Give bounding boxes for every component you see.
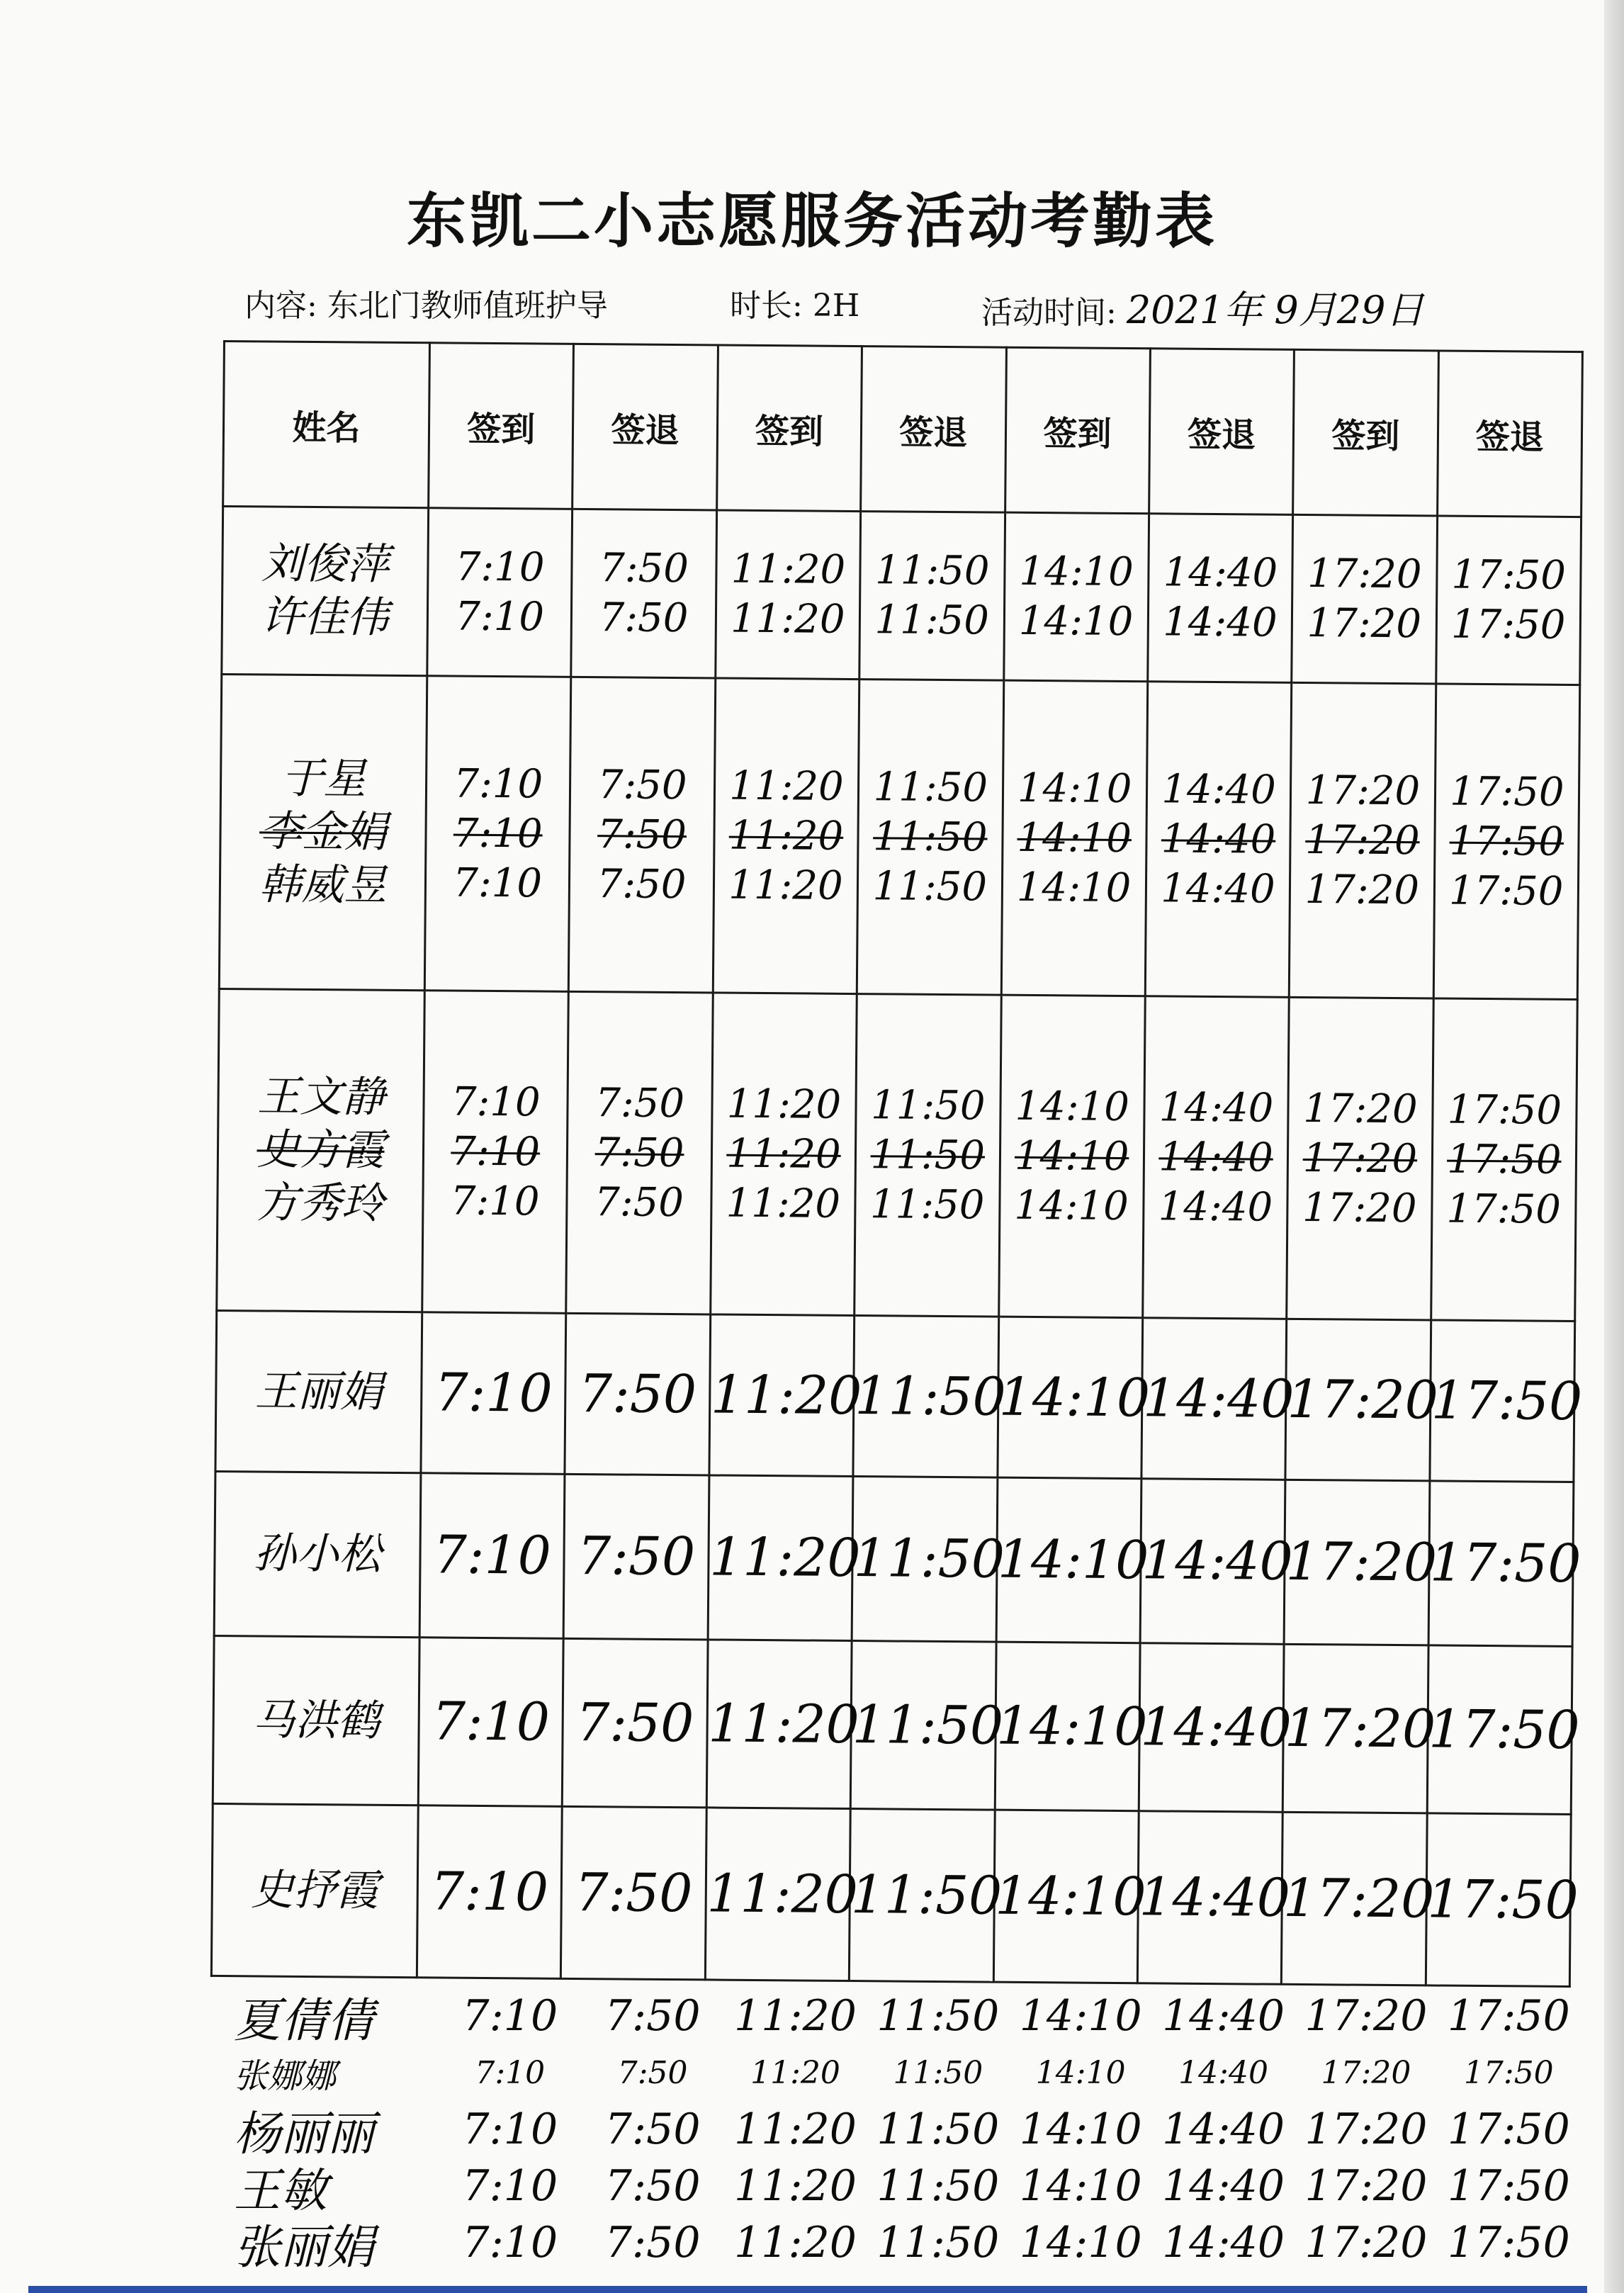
time-entry: 14:10 bbox=[1035, 2054, 1126, 2091]
table-row bbox=[219, 675, 1579, 1000]
sign-out-cell bbox=[1436, 516, 1581, 685]
volunteer-name: 方秀玲 bbox=[256, 1178, 385, 1229]
time-entry: 17:50 bbox=[1449, 768, 1564, 816]
time-entry: 7:10 bbox=[462, 2218, 558, 2267]
time-entry: 11:50 bbox=[869, 1181, 985, 1228]
sign-out-cell bbox=[1433, 684, 1580, 999]
sign-out-cell bbox=[849, 1809, 1003, 1982]
time-entry: 14:10 bbox=[1016, 864, 1132, 911]
table-row bbox=[222, 507, 1581, 685]
time-entry: 7:10 bbox=[450, 1178, 540, 1225]
time-entry: 11:20 bbox=[729, 762, 844, 810]
volunteer-name: 张丽娟 bbox=[234, 2219, 374, 2275]
time-entry: 14:40 bbox=[1158, 1133, 1273, 1181]
header-sign-in: 签到 bbox=[716, 345, 862, 512]
time-entry: 17:20 bbox=[1304, 816, 1420, 864]
time-entry: 7:10 bbox=[454, 593, 545, 641]
page-edge-shadow bbox=[1604, 0, 1624, 2293]
time-entry: 14:10 bbox=[1015, 1083, 1130, 1130]
time-entry: 17:50 bbox=[1447, 2218, 1570, 2267]
time-entry: 17:20 bbox=[1305, 767, 1421, 814]
name-cell bbox=[215, 1310, 422, 1472]
sign-out-cell bbox=[1426, 1813, 1579, 1986]
time-entry: 11:20 bbox=[728, 812, 844, 860]
time-entry: 7:10 bbox=[462, 2161, 558, 2211]
sign-in-cell bbox=[1282, 1644, 1436, 1813]
time-entry: 17:20 bbox=[1304, 2105, 1428, 2154]
time-entry: 7:10 bbox=[455, 543, 545, 591]
time-entry: 11:20 bbox=[706, 1863, 859, 1926]
name-cell bbox=[214, 1471, 421, 1637]
time-entry: 11:20 bbox=[710, 1364, 862, 1426]
time-entry: 7:50 bbox=[604, 2105, 701, 2154]
extra-row bbox=[234, 2214, 1580, 2275]
sign-in-cell bbox=[1292, 514, 1437, 684]
time-entry: 14:40 bbox=[1158, 1183, 1273, 1231]
volunteer-name: 韩威昱 bbox=[259, 860, 387, 911]
time-entry: 17:20 bbox=[1321, 2054, 1411, 2091]
time-entry: 7:10 bbox=[453, 760, 543, 808]
sign-out-cell bbox=[1137, 1811, 1291, 1984]
sign-out-cell bbox=[565, 1313, 710, 1475]
time-entry: 14:40 bbox=[1158, 1083, 1274, 1132]
table-row bbox=[213, 1636, 1572, 1815]
time-entry: 7:10 bbox=[453, 810, 543, 857]
content-value: 东北门教师值班护导 bbox=[327, 288, 608, 324]
time-entry: 11:20 bbox=[750, 2054, 840, 2091]
volunteer-name: 杨丽丽 bbox=[234, 2106, 374, 2161]
time-entry: 17:20 bbox=[1284, 1697, 1436, 1760]
volunteer-name: 马洪鹤 bbox=[252, 1695, 380, 1746]
extra-row bbox=[234, 2101, 1580, 2161]
name-cell bbox=[219, 675, 427, 991]
time-entry: 14:10 bbox=[1019, 2105, 1142, 2154]
time-entry: 17:50 bbox=[1446, 1185, 1562, 1233]
time-entry: 14:40 bbox=[1162, 1991, 1285, 2041]
sign-in-cell bbox=[993, 1810, 1146, 1983]
time-entry: 7:50 bbox=[594, 1129, 684, 1176]
time-entry: 17:50 bbox=[1427, 1869, 1579, 1932]
name-cell bbox=[217, 988, 425, 1312]
duration-value: 2H bbox=[812, 288, 860, 324]
volunteer-name: 王文静 bbox=[256, 1071, 385, 1122]
time-entry: 11:50 bbox=[876, 2218, 1000, 2267]
time-entry: 7:50 bbox=[599, 545, 689, 592]
time-entry: 7:50 bbox=[604, 2161, 701, 2211]
time-entry: 7:10 bbox=[451, 1078, 541, 1126]
time-entry: 17:50 bbox=[1448, 867, 1564, 915]
table-row bbox=[217, 988, 1578, 1321]
time-entry: 14:40 bbox=[1161, 865, 1275, 913]
time-entry: 14:10 bbox=[1019, 1991, 1142, 2041]
time-entry: 17:50 bbox=[1447, 1991, 1570, 2041]
table-body bbox=[211, 507, 1581, 1987]
volunteer-name: 王丽娟 bbox=[254, 1365, 383, 1417]
content-label: 内容: bbox=[244, 288, 317, 324]
time-entry: 17:20 bbox=[1304, 2218, 1428, 2267]
time-entry: 11:20 bbox=[734, 2218, 857, 2267]
sign-out-cell bbox=[1430, 1320, 1583, 1482]
extra-row bbox=[234, 2158, 1580, 2218]
sign-in-cell bbox=[710, 993, 857, 1316]
sign-in-cell bbox=[418, 1638, 563, 1807]
sign-out-cell bbox=[566, 991, 713, 1314]
time-entry: 14:10 bbox=[1019, 2218, 1142, 2267]
time-entry: 17:20 bbox=[1285, 1531, 1438, 1594]
volunteer-name: 许佳伟 bbox=[261, 592, 389, 643]
time-entry: 11:50 bbox=[855, 1365, 1007, 1428]
header-row bbox=[223, 342, 1583, 517]
time-entry: 17:50 bbox=[1447, 2161, 1570, 2211]
time-entry: 7:50 bbox=[594, 1079, 685, 1127]
sign-out-cell bbox=[853, 1316, 1007, 1478]
time-entry: 11:50 bbox=[893, 2054, 983, 2091]
time-entry: 7:50 bbox=[604, 1991, 701, 2041]
time-entry: 17:20 bbox=[1282, 1867, 1435, 1930]
time-entry: 17:20 bbox=[1304, 866, 1420, 913]
sheet-title: 东凯二小志愿服务活动考勤表 bbox=[406, 186, 1217, 256]
time-entry: 17:50 bbox=[1451, 551, 1567, 599]
time-entry: 7:50 bbox=[597, 761, 687, 809]
time-entry: 7:50 bbox=[577, 1526, 696, 1588]
sign-out-cell bbox=[563, 1638, 708, 1808]
volunteer-name: 张娜娜 bbox=[234, 2056, 337, 2096]
time-entry: 17:20 bbox=[1302, 1134, 1418, 1182]
volunteer-name: 史方霞 bbox=[256, 1125, 385, 1176]
time-entry: 7:10 bbox=[433, 1524, 552, 1587]
sign-out-cell bbox=[571, 509, 716, 678]
time-entry: 11:20 bbox=[726, 1130, 841, 1178]
header-sign-out: 签退 bbox=[861, 347, 1006, 513]
handwritten-extra-rows bbox=[234, 1988, 1580, 2275]
sign-out-cell bbox=[859, 512, 1005, 681]
time-entry: 17:20 bbox=[1304, 2161, 1428, 2211]
time-entry: 11:20 bbox=[726, 1081, 842, 1128]
sign-in-cell bbox=[997, 1317, 1151, 1479]
sign-in-cell bbox=[706, 1640, 860, 1809]
sign-in-cell bbox=[1282, 1813, 1435, 1985]
sign-in-cell bbox=[1285, 1319, 1439, 1481]
volunteer-name: 刘俊萍 bbox=[261, 539, 390, 590]
sign-in-cell bbox=[705, 1808, 859, 1981]
date-value: 2021年 9月29日 bbox=[1126, 288, 1424, 332]
sign-out-cell bbox=[1427, 1645, 1580, 1815]
time-entry: 11:50 bbox=[876, 2161, 1000, 2211]
sign-in-cell bbox=[998, 995, 1145, 1318]
time-entry: 11:20 bbox=[708, 1693, 860, 1756]
extra-row bbox=[234, 2044, 1580, 2101]
sign-out-cell bbox=[1431, 998, 1577, 1322]
time-entry: 14:40 bbox=[1141, 1530, 1293, 1593]
time-entry: 17:20 bbox=[1303, 1085, 1418, 1132]
time-entry: 17:50 bbox=[1463, 2054, 1554, 2091]
time-entry: 11:50 bbox=[873, 763, 988, 811]
time-entry: 17:20 bbox=[1307, 551, 1422, 598]
sign-in-cell bbox=[427, 508, 573, 677]
time-entry: 17:20 bbox=[1304, 1991, 1428, 2041]
time-entry: 11:50 bbox=[870, 1131, 986, 1178]
time-entry: 17:50 bbox=[1447, 2105, 1570, 2154]
sign-in-cell bbox=[713, 678, 859, 993]
time-entry: 14:40 bbox=[1163, 549, 1278, 597]
time-entry: 17:50 bbox=[1428, 1698, 1580, 1762]
time-entry: 14:10 bbox=[1019, 548, 1134, 596]
time-entry: 11:20 bbox=[730, 595, 845, 643]
time-entry: 14:40 bbox=[1162, 2161, 1285, 2211]
meta-content bbox=[244, 280, 608, 325]
time-entry: 14:10 bbox=[1017, 765, 1132, 812]
table-row bbox=[214, 1471, 1574, 1646]
time-entry: 17:50 bbox=[1429, 1532, 1581, 1595]
table-row bbox=[215, 1310, 1575, 1482]
volunteer-name: 孙小松 bbox=[253, 1528, 382, 1579]
time-entry: 7:50 bbox=[575, 1692, 694, 1754]
time-entry: 11:50 bbox=[870, 1081, 986, 1129]
volunteer-name: 于星 bbox=[281, 753, 366, 804]
sign-out-cell bbox=[1141, 1318, 1295, 1480]
sign-out-cell bbox=[1428, 1481, 1581, 1647]
time-entry: 11:50 bbox=[876, 1991, 1000, 2041]
time-entry: 7:50 bbox=[597, 860, 687, 908]
volunteer-name: 夏倩倩 bbox=[234, 1993, 374, 2048]
sign-in-cell bbox=[422, 991, 569, 1314]
meta-duration bbox=[730, 280, 859, 325]
time-entry: 11:20 bbox=[731, 546, 846, 594]
duration-label: 时长: bbox=[730, 288, 803, 324]
sign-in-cell bbox=[417, 1805, 562, 1978]
time-entry: 7:10 bbox=[434, 1362, 553, 1424]
attendance-table bbox=[210, 340, 1584, 1988]
time-entry: 7:50 bbox=[604, 2218, 701, 2267]
time-entry: 17:50 bbox=[1447, 1086, 1562, 1134]
header-sign-out: 签退 bbox=[1437, 351, 1582, 517]
time-entry: 11:50 bbox=[850, 1864, 1003, 1927]
volunteer-name: 王敏 bbox=[234, 2163, 327, 2218]
time-entry: 14:10 bbox=[1018, 597, 1134, 646]
time-entry: 14:10 bbox=[1019, 2161, 1142, 2211]
time-entry: 14:40 bbox=[1139, 1866, 1291, 1929]
time-entry: 17:20 bbox=[1302, 1184, 1417, 1232]
time-entry: 14:40 bbox=[1161, 816, 1276, 863]
time-entry: 7:10 bbox=[430, 1861, 549, 1923]
time-entry: 14:40 bbox=[1140, 1696, 1292, 1759]
header-sign-out: 签退 bbox=[573, 344, 718, 510]
sign-out-cell bbox=[1148, 514, 1293, 683]
time-entry: 7:10 bbox=[453, 860, 543, 907]
sign-out-cell bbox=[855, 994, 1001, 1317]
sign-out-cell bbox=[1139, 1643, 1292, 1813]
meta-date bbox=[981, 280, 1424, 334]
sign-in-cell bbox=[424, 676, 571, 991]
date-label: 活动时间: bbox=[981, 295, 1117, 331]
scanner-bottom-bar bbox=[28, 2286, 1587, 2293]
name-cell bbox=[222, 507, 429, 677]
time-entry: 7:50 bbox=[594, 1178, 684, 1226]
time-entry: 11:20 bbox=[734, 2161, 857, 2211]
time-entry: 11:50 bbox=[872, 813, 988, 861]
time-entry: 11:20 bbox=[728, 862, 843, 909]
time-entry: 17:20 bbox=[1307, 600, 1422, 648]
time-entry: 14:40 bbox=[1162, 2218, 1285, 2267]
time-entry: 17:50 bbox=[1449, 818, 1564, 865]
time-entry: 17:50 bbox=[1446, 1136, 1562, 1183]
time-entry: 14:40 bbox=[1178, 2054, 1268, 2091]
time-entry: 14:40 bbox=[1163, 599, 1278, 646]
time-entry: 11:20 bbox=[734, 2105, 857, 2154]
header-sign-in: 签到 bbox=[1293, 349, 1438, 516]
sign-in-cell bbox=[1290, 683, 1436, 998]
time-entry: 11:50 bbox=[853, 1528, 1005, 1591]
time-entry: 14:40 bbox=[1161, 766, 1277, 813]
time-entry: 7:50 bbox=[597, 811, 687, 858]
time-entry: 14:10 bbox=[1014, 1132, 1129, 1180]
time-entry: 17:50 bbox=[1450, 601, 1566, 649]
time-entry: 11:20 bbox=[734, 1991, 857, 2041]
header-name: 姓名 bbox=[223, 342, 430, 508]
time-entry: 17:20 bbox=[1287, 1368, 1439, 1431]
sign-out-cell bbox=[563, 1474, 709, 1640]
time-entry: 7:10 bbox=[475, 2054, 546, 2091]
sign-out-cell bbox=[561, 1807, 706, 1980]
extra-row bbox=[234, 1988, 1580, 2048]
time-entry: 17:50 bbox=[1431, 1370, 1583, 1432]
time-entry: 7:10 bbox=[432, 1691, 551, 1753]
sign-in-cell bbox=[709, 1314, 862, 1477]
sign-out-cell bbox=[852, 1477, 1005, 1643]
header-sign-in: 签到 bbox=[429, 343, 574, 509]
sign-out-cell bbox=[1143, 996, 1290, 1319]
header-sign-in: 签到 bbox=[1005, 347, 1150, 514]
sign-in-cell bbox=[996, 1477, 1149, 1643]
time-entry: 11:20 bbox=[726, 1180, 841, 1227]
time-entry: 7:10 bbox=[462, 1991, 558, 2041]
time-entry: 11:50 bbox=[852, 1694, 1004, 1757]
time-entry: 14:10 bbox=[997, 1528, 1149, 1591]
time-entry: 14:40 bbox=[1162, 2105, 1285, 2154]
sign-in-cell bbox=[419, 1473, 565, 1639]
time-entry: 7:10 bbox=[451, 1128, 541, 1176]
header-sign-out: 签退 bbox=[1149, 349, 1294, 515]
time-entry: 14:40 bbox=[1142, 1367, 1295, 1430]
time-entry: 14:10 bbox=[998, 1366, 1151, 1429]
name-cell bbox=[211, 1804, 418, 1978]
sign-out-cell bbox=[1140, 1479, 1293, 1645]
time-entry: 14:10 bbox=[994, 1865, 1146, 1928]
time-entry: 11:20 bbox=[709, 1526, 861, 1589]
time-entry: 11:50 bbox=[874, 597, 990, 644]
time-entry: 7:50 bbox=[617, 2054, 688, 2091]
time-entry: 7:10 bbox=[462, 2105, 558, 2154]
sign-in-cell bbox=[1003, 512, 1149, 682]
sign-in-cell bbox=[1001, 680, 1148, 996]
sign-in-cell bbox=[1287, 997, 1433, 1320]
sign-in-cell bbox=[708, 1475, 861, 1641]
sign-in-cell bbox=[421, 1312, 566, 1475]
volunteer-name: 李金娟 bbox=[259, 806, 388, 857]
time-entry: 14:10 bbox=[1014, 1182, 1129, 1229]
sign-out-cell bbox=[850, 1641, 1004, 1810]
sign-in-cell bbox=[1284, 1480, 1438, 1645]
sign-out-cell bbox=[857, 680, 1003, 995]
table-row bbox=[211, 1804, 1571, 1987]
sign-out-cell bbox=[1145, 682, 1292, 997]
time-entry: 14:10 bbox=[1017, 814, 1132, 862]
volunteer-name: 史抒霞 bbox=[251, 1865, 379, 1916]
name-cell bbox=[213, 1636, 419, 1806]
sign-in-cell bbox=[716, 510, 861, 680]
time-entry: 7:50 bbox=[574, 1861, 693, 1925]
time-entry: 11:50 bbox=[872, 862, 988, 911]
sign-in-cell bbox=[995, 1642, 1148, 1811]
time-entry: 11:50 bbox=[876, 2105, 1000, 2154]
time-entry: 14:10 bbox=[996, 1695, 1148, 1758]
time-entry: 7:50 bbox=[599, 595, 689, 642]
time-entry: 7:50 bbox=[578, 1363, 697, 1426]
time-entry: 11:50 bbox=[874, 547, 990, 595]
sign-out-cell bbox=[569, 677, 716, 993]
